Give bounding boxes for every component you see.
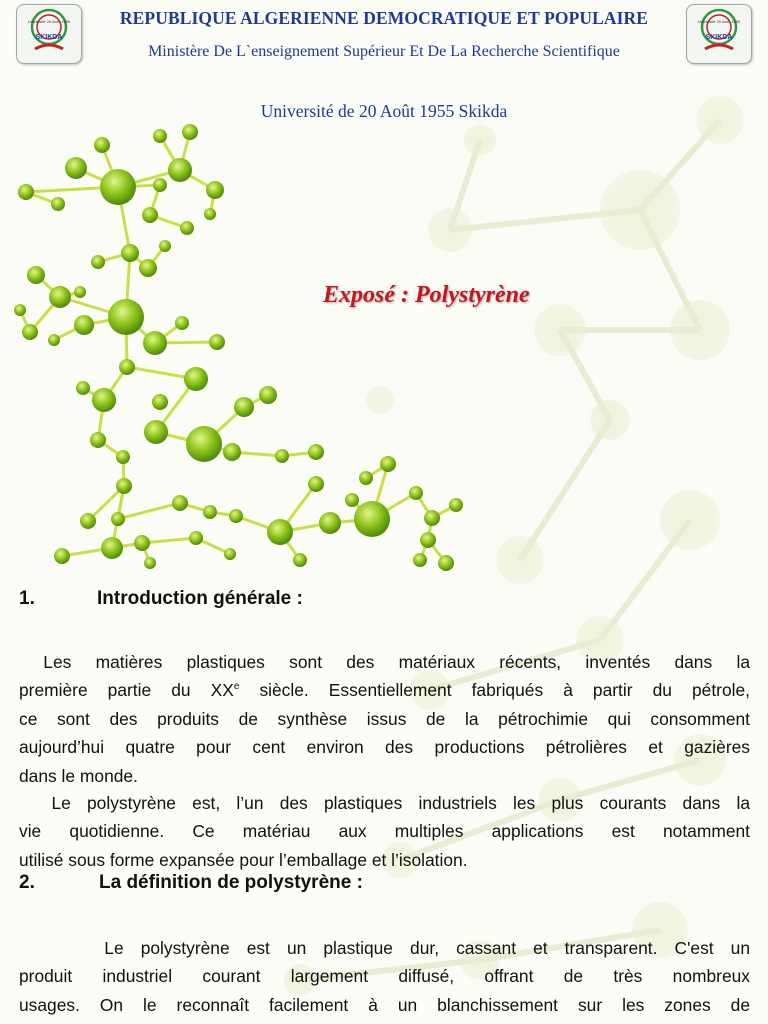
paragraph-line: produit industriel courant largement diffusé, offrant de très nombreux: [19, 966, 750, 987]
molecule-atom: [345, 493, 359, 507]
molecule-atom: [94, 137, 110, 153]
molecule-atom: [74, 315, 94, 335]
molecule-atom: [144, 420, 168, 444]
document-title: Exposé : Polystyrène: [323, 282, 530, 308]
section-heading-definition: [19, 872, 759, 898]
molecule-atom: [152, 394, 168, 410]
paragraph-line: utilisé sous forme expansée pour l’emballage et l’isolation.: [19, 849, 468, 870]
molecule-atom: [209, 334, 225, 350]
paragraph-definition: [19, 934, 750, 1019]
molecule-atom: [319, 512, 341, 534]
molecule-atom: [142, 207, 158, 223]
molecule-atom: [65, 157, 87, 179]
paragraph-line: vie quotidienne. Ce matériau aux multiples applications est notamment: [19, 821, 750, 842]
molecule-atom: [121, 244, 139, 262]
molecule-atom: [168, 158, 192, 182]
molecule-atom: [189, 531, 203, 545]
section-title: Introduction générale :: [97, 588, 303, 609]
molecule-atom: [184, 367, 208, 391]
section-number: 1.: [19, 588, 35, 609]
molecule-atom: [354, 501, 390, 537]
molecule-atom: [224, 548, 236, 560]
molecule-atom: [153, 129, 167, 143]
molecule-atom: [223, 443, 241, 461]
republic-heading: REPUBLIQUE ALGERIENNE DEMOCRATIQUE ET POPULAIRE: [119, 8, 649, 28]
molecule-atom: [76, 381, 90, 395]
molecule-atom: [359, 471, 373, 485]
paragraph-line: [19, 676, 750, 704]
molecule-atom: [91, 255, 105, 269]
molecule-atom: [116, 478, 132, 494]
line-text: siècle. Essentiellement fabriqués à partir du pétrole,: [239, 680, 750, 701]
university-heading: Université de 20 Août 1955 Skikda: [260, 101, 508, 121]
molecule-atom: [48, 334, 60, 346]
molecule-atom: [449, 498, 463, 512]
molecule-atom: [413, 553, 427, 567]
molecule-atom: [203, 505, 217, 519]
molecule-atom: [172, 495, 188, 511]
paragraph-line: Les matières plastiques sont des matériaux récents, inventés dans la: [19, 652, 750, 672]
molecule-atom: [159, 240, 171, 252]
paragraph-line: dans le monde.: [19, 765, 138, 786]
paragraph-intro-2: [19, 789, 750, 874]
molecule-atom: [420, 532, 436, 548]
molecule-atom: [206, 181, 224, 199]
molecule-atom: [308, 476, 324, 492]
molecule-atom: [80, 513, 96, 529]
molecule-atom: [380, 456, 396, 472]
paragraph-line: Le polystyrène est, l’un des plastiques industriels les plus courants dans la: [19, 793, 750, 813]
molecule-atom: [182, 124, 198, 140]
molecule-atom: [153, 178, 167, 192]
faded-molecule-bond: [560, 330, 610, 420]
molecule-atom: [308, 444, 324, 460]
paragraph-line: usages. On le reconnaît facilement à un blanchissement sur les zones de: [19, 994, 750, 1015]
molecule-atom: [54, 548, 70, 564]
superscript: e: [233, 681, 240, 693]
molecule-atom: [92, 388, 116, 412]
paragraph-intro-1: [19, 648, 750, 790]
line-text: première partie du XX: [19, 680, 234, 701]
molecule-atom: [116, 450, 130, 464]
section-heading-introduction: [19, 588, 759, 614]
molecule-atom: [234, 397, 254, 417]
molecule-atom: [275, 449, 289, 463]
molecule-atom: [90, 432, 106, 448]
paragraph-line: Le polystyrène est un plastique dur, cassant et transparent. C'est un: [19, 938, 750, 958]
molecule-atom: [27, 266, 45, 284]
molecule-atom: [108, 299, 144, 335]
molecule-atom: [134, 535, 150, 551]
molecule-bond: [142, 538, 196, 543]
molecule-atom: [74, 286, 86, 298]
molecule-atom: [438, 555, 454, 571]
molecule-atom: [101, 537, 123, 559]
molecule-atom: [267, 519, 293, 545]
section-title: La définition de polystyrène :: [99, 872, 363, 893]
molecule-atom: [180, 221, 194, 235]
molecule-atom: [49, 286, 71, 308]
molecule-atom: [51, 197, 65, 211]
molecule-atom: [143, 331, 167, 355]
logo-caption: SKIKDA: [705, 34, 733, 41]
logo-subcaption: Université 20 Août 1955: [27, 19, 71, 24]
molecule-atom: [424, 510, 440, 526]
molecule-atom: [409, 486, 423, 500]
paragraph-line: ce sont des produits de synthèse issus de la pétrochimie qui consomment: [19, 708, 750, 729]
molecule-atom: [18, 184, 34, 200]
faded-molecule-bond: [600, 520, 690, 640]
logo-subcaption: Université 20 Août 1955: [697, 19, 741, 24]
faded-molecule-bond: [520, 420, 610, 560]
molecule-atom: [22, 324, 38, 340]
faded-molecule-bond: [640, 120, 720, 210]
molecule-atom: [144, 557, 156, 569]
paragraph-line: aujourd’hui quatre pour cent environ des productions pétrolières et gazières: [19, 737, 750, 758]
molecule-bond: [118, 503, 180, 519]
molecule-atom: [119, 359, 135, 375]
molecule-atom: [14, 304, 26, 316]
section-number: 2.: [19, 872, 35, 893]
molecule-atom: [175, 316, 189, 330]
molecule-atom: [111, 512, 125, 526]
logo-caption: SKIKDA: [35, 34, 63, 41]
molecule-atom: [259, 386, 277, 404]
ministry-heading: Ministère De L`enseignement Supérieur Et De La Recherche Scientifique: [148, 43, 620, 60]
faded-molecule-atom: [366, 386, 394, 414]
molecule-atom: [229, 509, 243, 523]
molecule-atom: [100, 169, 136, 205]
molecule-atom: [204, 208, 216, 220]
molecule-atom: [293, 553, 307, 567]
molecule-atom: [139, 259, 157, 277]
molecule-atom: [186, 426, 222, 462]
